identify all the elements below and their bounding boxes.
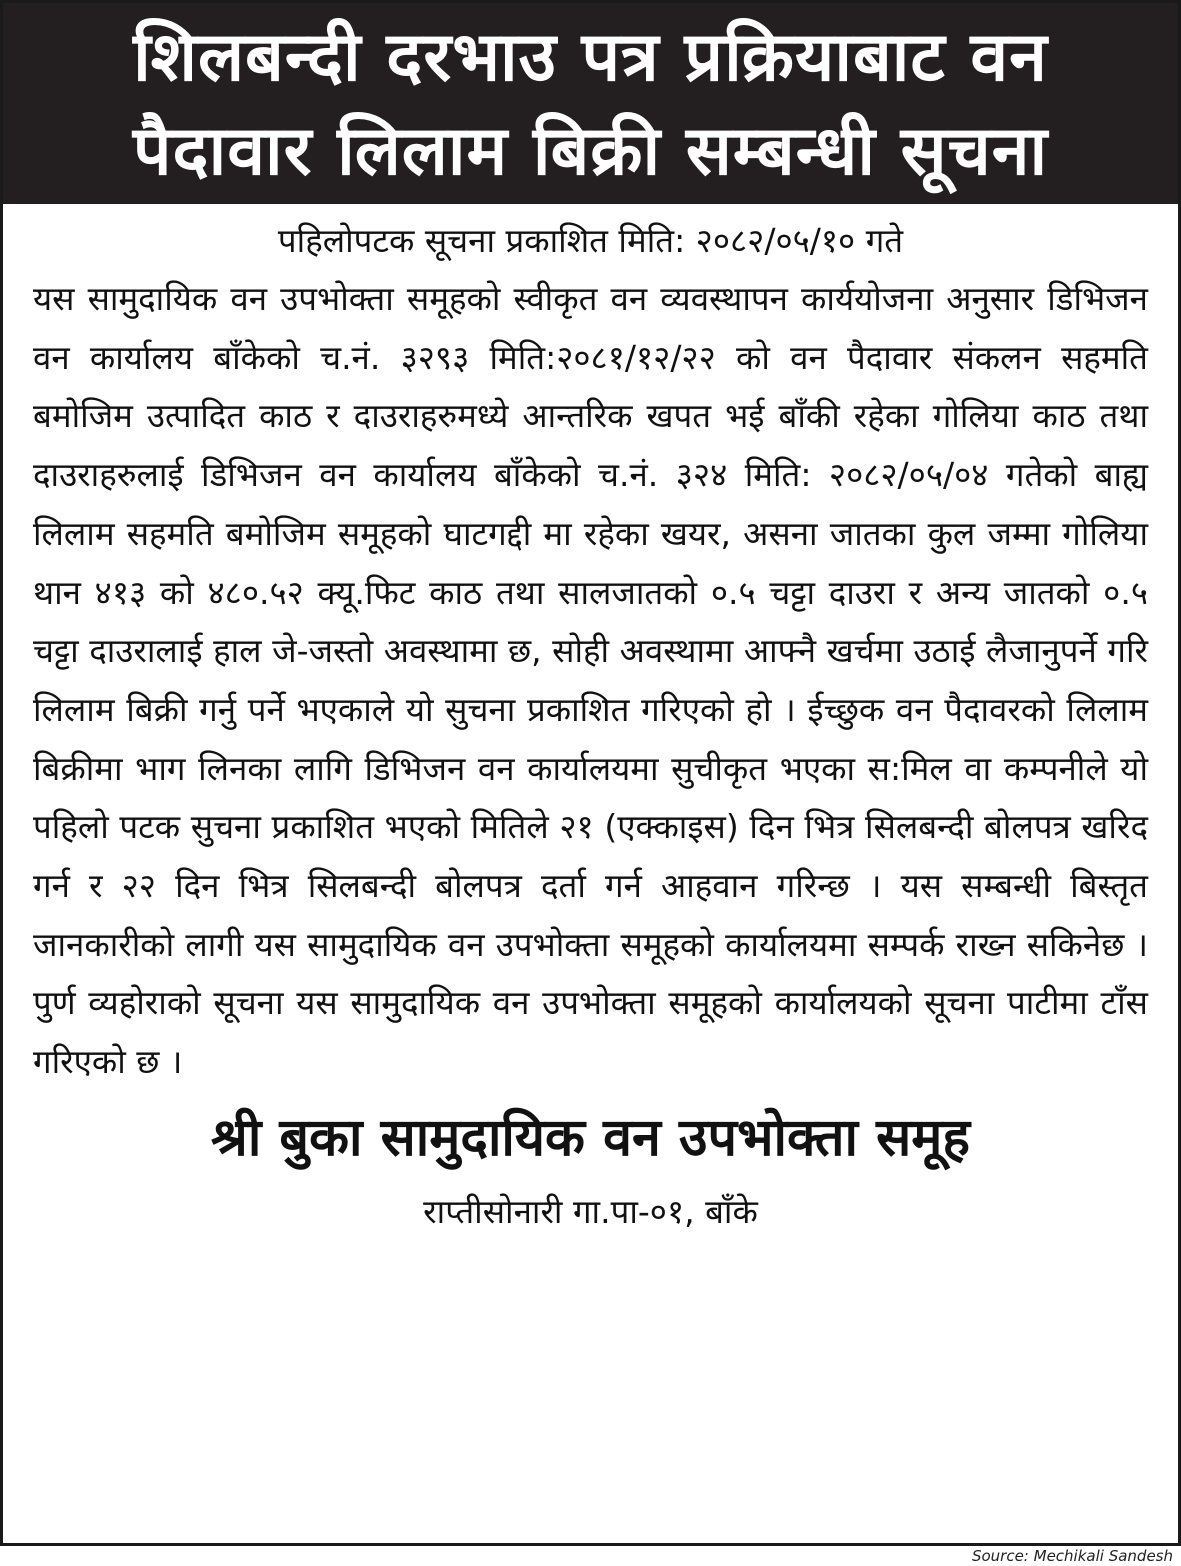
publication-date: पहिलोपटक सूचना प्रकाशित मिति: २०८२/०५/१० गते (277, 221, 904, 260)
notice-header (3, 3, 1178, 204)
notice-body: यस सामुदायिक वन उपभोक्ता समूहको स्वीकृत वन व्यवस्थापन कार्ययोजना अनुसार डिभिजन वन कार्यालय बाँकेको च.नं. ३२९३ मिति:२०८१/१२/२२ को वन पैदावार संकलन सहमति बमोजिम उत्पादित काठ र दाउराहरुमध्ये आन्तरिक खपत भई बाँकी रहेका गोलिया काठ तथा दाउराहरुलाई डिभिजन वन कार्यालय बाँकेको च.नं. ३२४ मिति: २०८२/०५/०४ गतेको बाह्य लिलाम सहमति बमोजिम समूहको घाटगद्दी मा रहेका खयर, असना जातका कुल जम्मा गोलिया थान ४१३ को ४८०.५२ क्यू.फिट काठ तथा सालजातको ०.५ चट्टा दाउरा र अन्य जातको ०.५ चट्टा दाउरालाई हाल जे-जस्तो अवस्थामा छ, सोही अवस्थामा आफ्नै खर्चमा उठाई लैजानुपर्ने गरि लिलाम बिक्री गर्नु पर्ने भएकाले यो सुचना प्रकाशित गरिएको हो । ईच्छुक वन पैदावरको लिलाम बिक्रीमा भाग लिनका लागि डिभिजन वन कार्यालयमा सुचीकृत भएका स:मिल वा कम्पनीले यो पहिलो पटक सुचना प्रकाशित भएको मितिले २१ (एक्काइस) दिन भित्र सिलबन्दी बोलपत्र खरिद गर्न र २२ दिन भित्र सिलबन्दी बोलपत्र दर्ता गर्न आहवान गरिन्छ । यस सम्बन्धी बिस्तृत जानकारीको लागी यस सामुदायिक वन उपभोक्ता समूहको कार्यालयमा सम्पर्क राख्न सकिनेछ । पुर्ण व्यहोराको सूचना यस सामुदायिक वन उपभोक्ता समूहको कार्यालयको सूचना पाटीमा टाँस गरिएको छ । (33, 279, 1148, 1082)
organization-address: राप्तीसोनारी गा.पा-०१, बाँके (423, 1191, 758, 1231)
notice-title-line-2: पैदावार लिलाम बिक्री सम्बन्धी सूचना (132, 112, 1049, 191)
notice-content (3, 204, 1178, 1242)
organization-name: श्री बुका सामुदायिक वन उपभोक्ता समूह (211, 1107, 970, 1168)
notice-title-line-1: शिलबन्दी दरभाउ पत्र प्रक्रियाबाट वन (133, 18, 1048, 97)
source-credit: Source: Mechikali Sandesh (971, 1547, 1173, 1565)
